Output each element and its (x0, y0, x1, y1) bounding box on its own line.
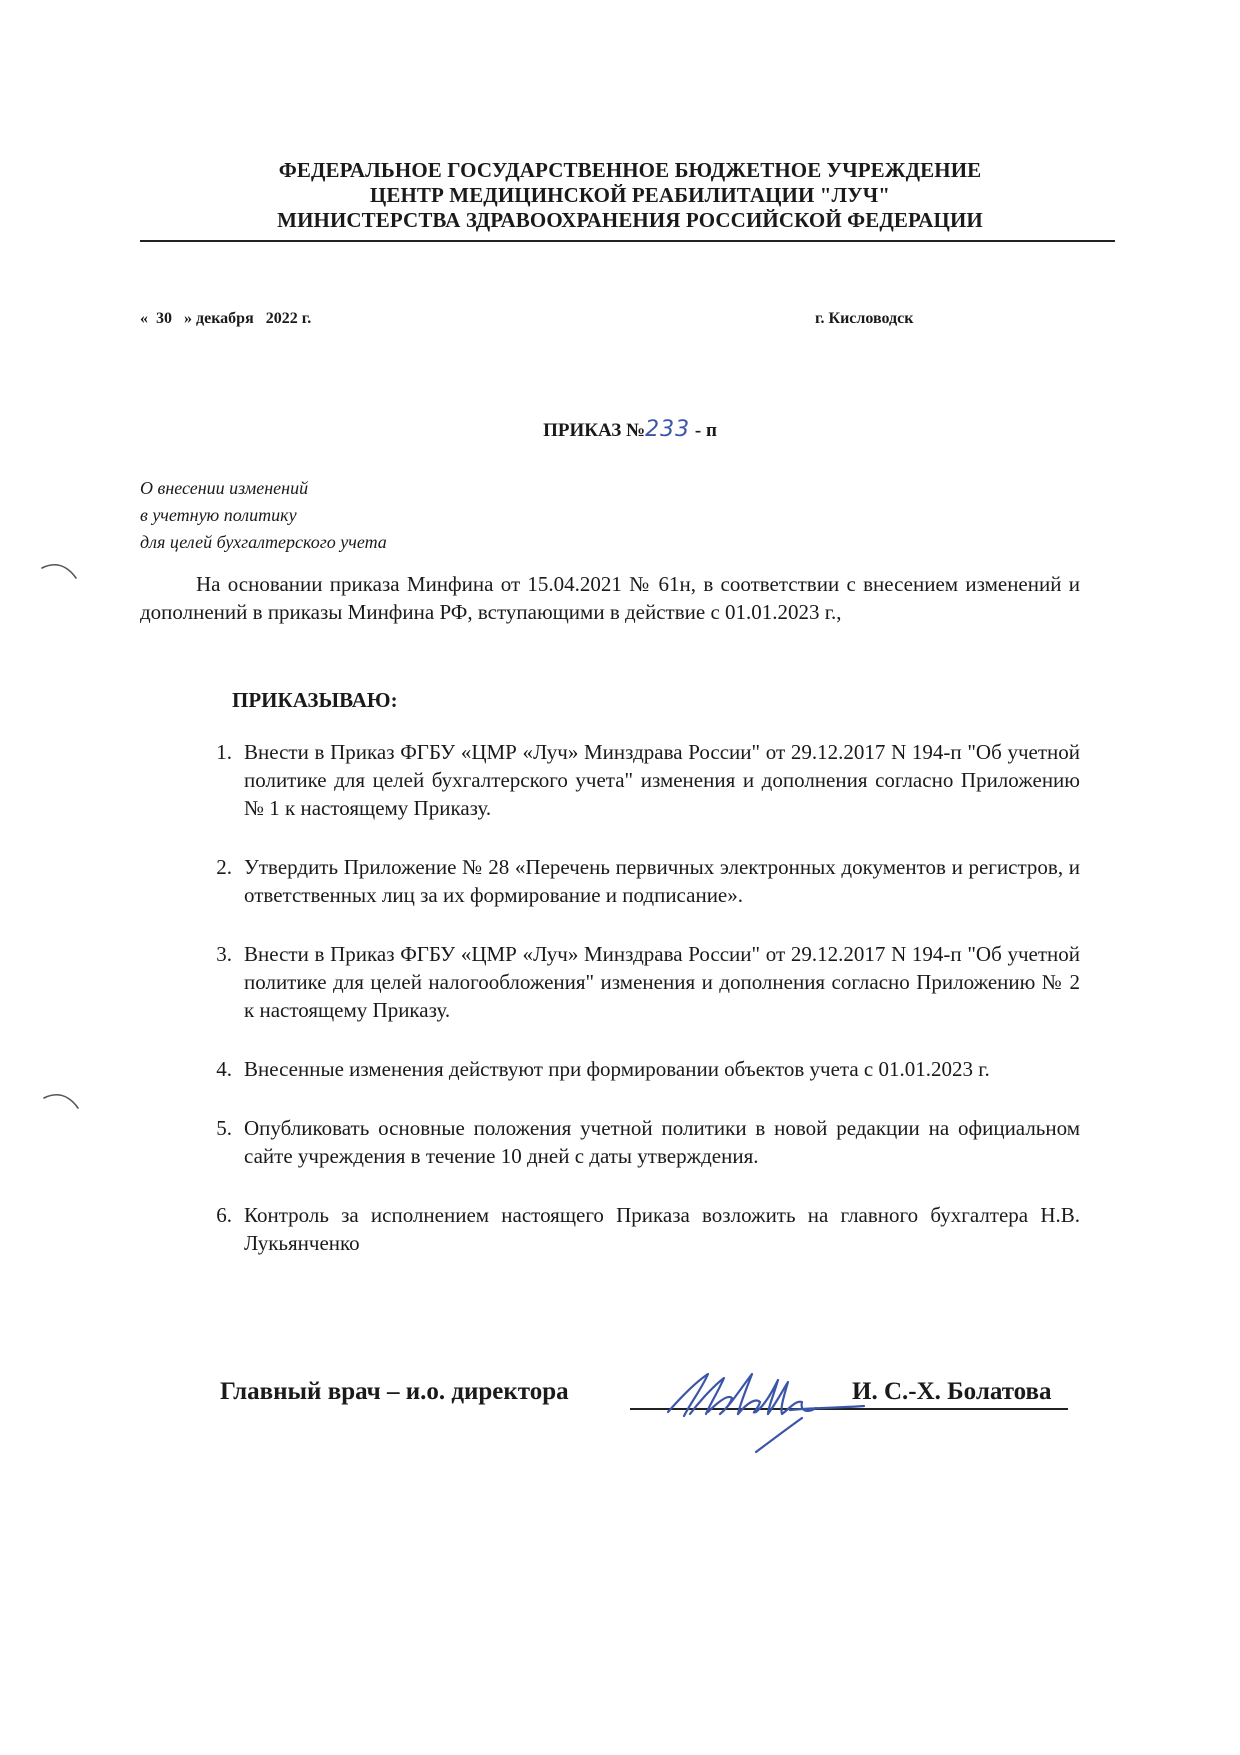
handwritten-signature-icon (660, 1364, 870, 1459)
order-item (140, 1114, 1080, 1170)
order-item-number: 4. (216, 1057, 232, 1081)
header-line-3: МИНИСТЕРСТВА ЗДРАВООХРАНЕНИЯ РОССИЙСКОЙ ФЕДЕРАЦИИ (277, 208, 983, 232)
order-suffix: - п (690, 420, 717, 441)
order-item-number: 2. (216, 855, 232, 879)
order-item-text: Внести в Приказ ФГБУ «ЦМР «Луч» Минздрава России" от 29.12.2017 N 194-п "Об учетной политике для целей налогообложения" изменения и дополнения согласно Приложению № 2 к настоящему Приказу. (244, 942, 1080, 1022)
order-item (140, 1055, 1080, 1083)
order-item-text: Контроль за исполнением настоящего Приказа возложить на главного бухгалтера Н.В. Лукьянченко (244, 1203, 1080, 1255)
subject-line-3: для целей бухгалтерского учета (140, 532, 387, 552)
header-line-1: ФЕДЕРАЛЬНОЕ ГОСУДАРСТВЕННОЕ БЮДЖЕТНОЕ УЧРЕЖДЕНИЕ (278, 158, 982, 182)
signature-block (220, 1370, 1090, 1450)
scan-artifact-icon (42, 1090, 82, 1114)
order-item (140, 1201, 1080, 1257)
scan-artifact-icon (40, 560, 80, 584)
signatory-name: И. С.-Х. Болатова (852, 1378, 1052, 1405)
order-prefix: ПРИКАЗ № (543, 420, 646, 441)
order-number-handwritten: 233 (645, 417, 691, 442)
header-divider (140, 240, 1115, 242)
order-subject (140, 475, 387, 556)
order-item (140, 853, 1080, 909)
signature-stroke (668, 1374, 864, 1452)
header-line-2: ЦЕНТР МЕДИЦИНСКОЙ РЕАБИЛИТАЦИИ "ЛУЧ" (369, 183, 891, 207)
document-city: г. Кисловодск (815, 310, 914, 327)
order-preamble: На основании приказа Минфина от 15.04.2021 № 61н, в соответствии с внесением изменений и дополнений в приказы Минфина РФ, вступающими в действие с 01.01.2023 г., (140, 572, 1080, 624)
order-item-text: Внести в Приказ ФГБУ «ЦМР «Луч» Минздрава России" от 29.12.2017 N 194-п "Об учетной политике для целей бухгалтерского учета" изменения и дополнения согласно Приложению № 1 к настоящему Приказу. (244, 740, 1080, 820)
document-date: « 30 » декабря 2022 г. (140, 310, 312, 327)
order-item-number: 6. (216, 1203, 232, 1227)
order-title (140, 417, 1120, 442)
order-item-text: Внесенные изменения действуют при формировании объектов учета с 01.01.2023 г. (244, 1057, 990, 1081)
order-item (140, 738, 1080, 822)
order-items-list (140, 738, 1080, 1288)
order-item-text: Опубликовать основные положения учетной политики в новой редакции на официальном сайте учреждения в течение 10 дней с даты утверждения. (244, 1116, 1080, 1168)
order-item-number: 5. (216, 1116, 232, 1140)
signatory-position: Главный врач – и.о. директора (220, 1378, 569, 1405)
order-item-text: Утвердить Приложение № 28 «Перечень первичных электронных документов и регистров, и ответственных лиц за их формирование и подписание». (244, 855, 1080, 907)
subject-line-2: в учетную политику (140, 505, 297, 525)
subject-line-1: О внесении изменений (140, 478, 309, 498)
order-command: ПРИКАЗЫВАЮ: (232, 688, 398, 712)
order-item (140, 940, 1080, 1024)
order-item-number: 1. (216, 740, 232, 764)
institution-header (140, 158, 1120, 233)
order-item-number: 3. (216, 942, 232, 966)
